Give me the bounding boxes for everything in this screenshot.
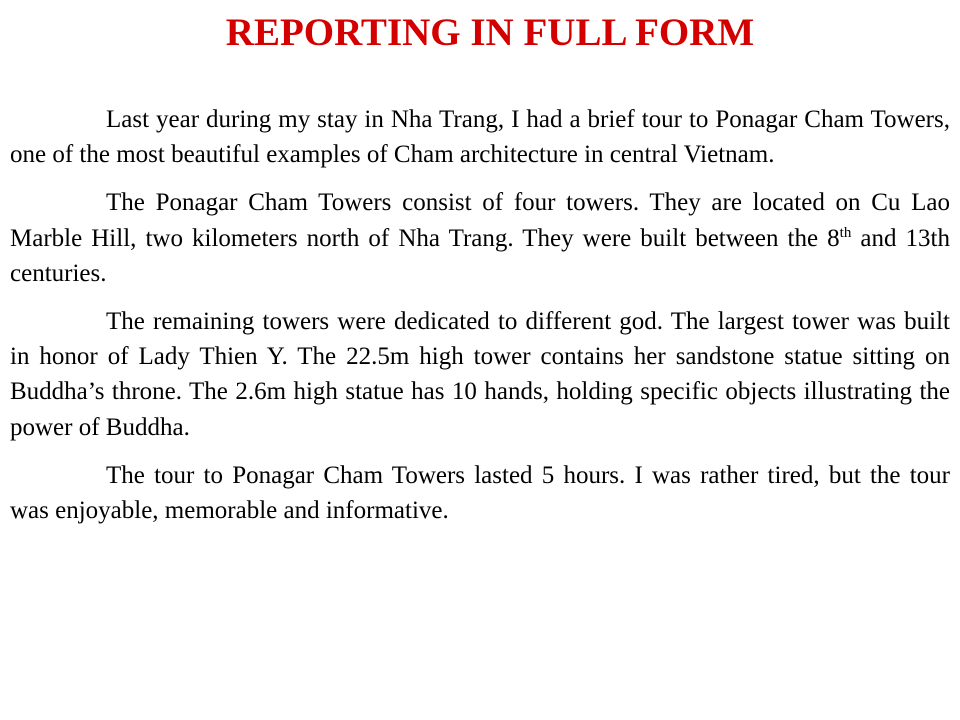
report-body [10, 102, 950, 541]
paragraph-towers-description: The remaining towers were dedicated to different god. The largest tower was built in honor of Lady Thien Y. The 22.5m high tower contains her sandstone statue sitting on Buddha’s throne. The 2.6m high statue has 10 hands, holding specific objects illustrating the power of Buddha. [10, 308, 950, 441]
ordinal-suffix: th [839, 224, 852, 241]
paragraph-towers-location-end: and 13th centuries. [10, 224, 950, 287]
paragraph-intro: Last year during my stay in Nha Trang, I had a brief tour to Ponagar Cham Towers, one of the most beautiful examples of Cham architecture in central Vietnam. [10, 106, 950, 169]
paragraph-towers-location [10, 185, 950, 291]
paragraph-towers-location-text: The Ponagar Cham Towers consist of four towers. They are located on Cu Lao Marble Hill, two kilometers north of Nha Trang. They were built between the 8 [10, 189, 950, 252]
paragraph-conclusion: The tour to Ponagar Cham Towers lasted 5 hours. I was rather tired, but the tour was enjoyable, memorable and informative. [10, 461, 950, 525]
page-title: REPORTING IN FULL FORM [225, 11, 755, 54]
